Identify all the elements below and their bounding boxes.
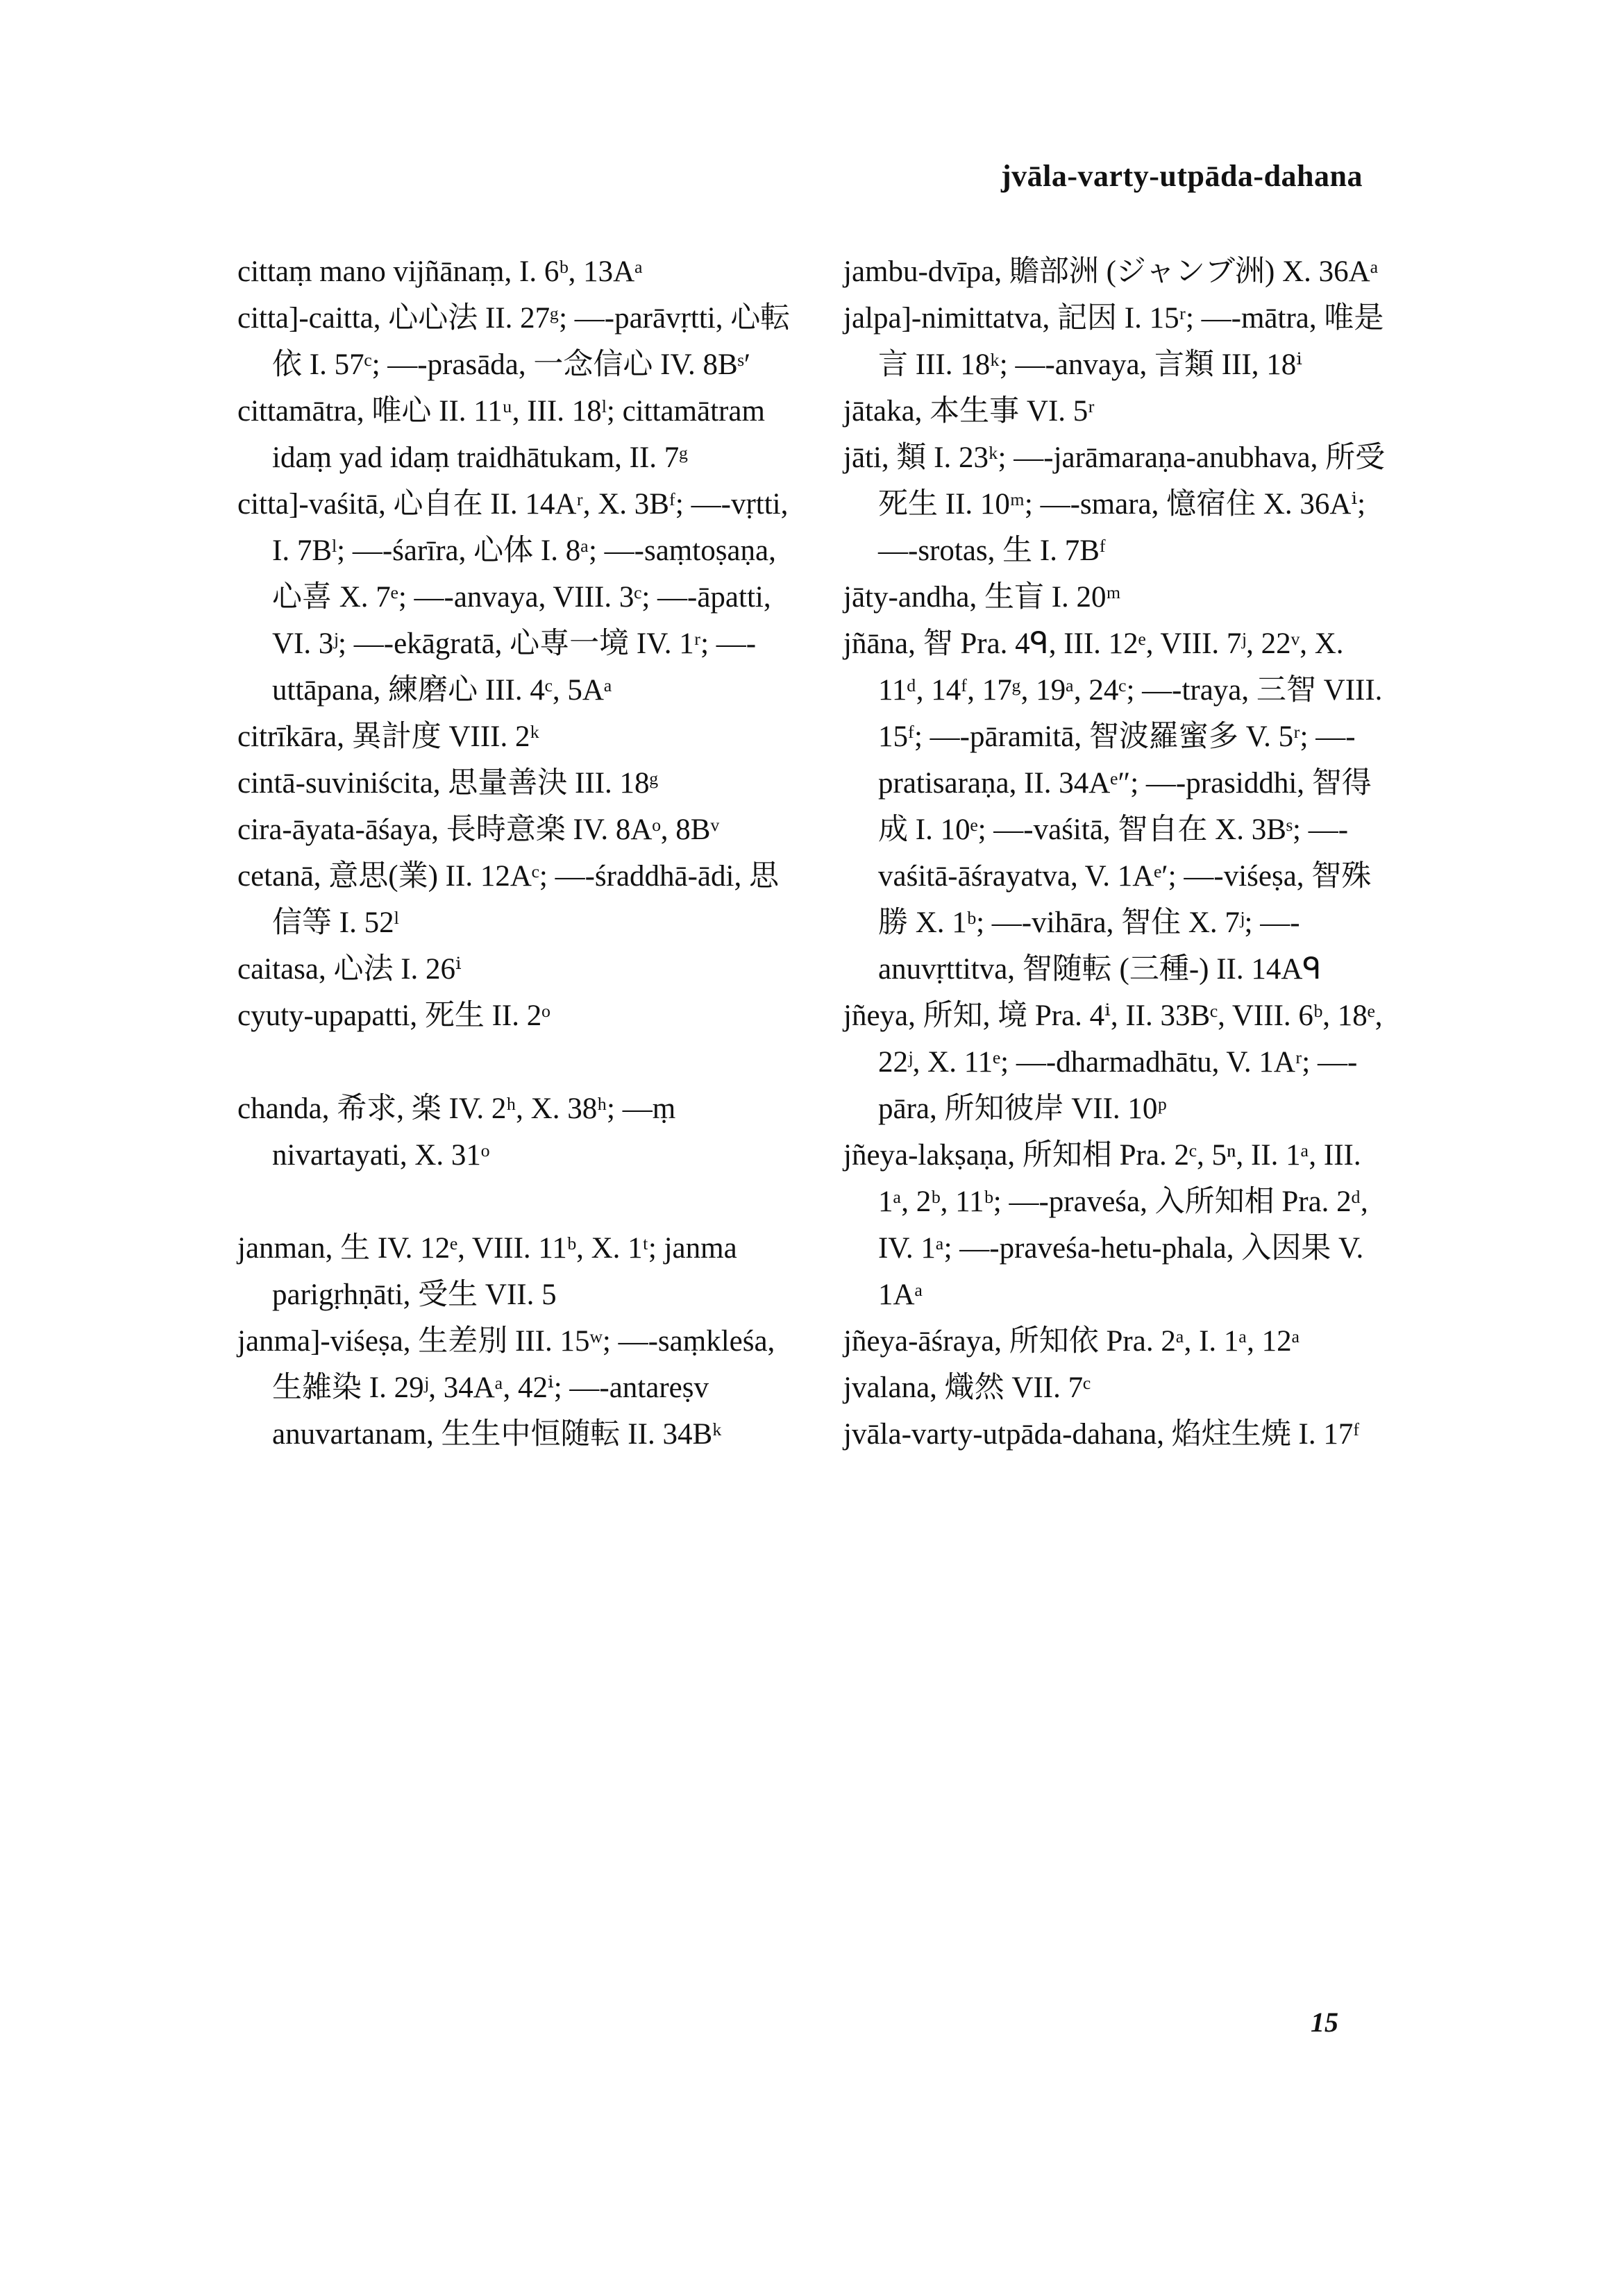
index-entry: cintā-suviniścita, 思量善決 III. 18ᵍ	[237, 767, 659, 800]
index-entry: jñeya-lakṣaṇa, 所知相 Pra. 2ᶜ, 5ⁿ, II. 1ᵃ, III. 1ᵃ, 2ᵇ, 11ᵇ; —-praveśa, 入所知相 Pra. 2ᵈ, IV. 1ᵃ; —-praveśa-hetu-phala, 入因果 V. 1Aᵃ	[843, 1139, 1368, 1311]
index-entry: jñeya, 所知, 境 Pra. 4ⁱ, II. 33Bᶜ, VIII. 6ᵇ, 18ᵉ, 22ʲ, X. 11ᵉ; —-dharmadhātu, V. 1Aʳ; —-pāra, 所知彼岸 VII. 10ᵖ	[843, 999, 1383, 1125]
index-entry: jalpa]-nimittatva, 記因 I. 15ʳ; —-mātra, 唯是言 III. 18ᵏ; —-anvaya, 言類 III, 18ⁱ	[843, 302, 1384, 381]
index-entry: janman, 生 IV. 12ᵉ, VIII. 11ᵇ, X. 1ᵗ; janma parigṛhṇāti, 受生 VII. 5	[237, 1232, 737, 1311]
index-entry: citta]-vaśitā, 心自在 II. 14Aʳ, X. 3Bᶠ; —-vṛtti, I. 7Bˡ; —-śarīra, 心体 I. 8ᵃ; —-saṃtoṣaṇa, 心喜 X. 7ᵉ; —-anvaya, VIII. 3ᶜ; —-āpatti, VI. 3ʲ; —-ekāgratā, 心専一境 IV. 1ʳ; —-uttāpana, 練磨心 III. 4ᶜ, 5Aᵃ	[237, 488, 789, 707]
index-entry: jāty-andha, 生盲 I. 20ᵐ	[843, 581, 1121, 614]
right-column	[843, 248, 1392, 1458]
index-entry: jāti, 類 I. 23ᵏ; —-jarāmaraṇa-anubhava, 所受死生 II. 10ᵐ; —-smara, 憶宿住 X. 36Aⁱ; —-srotas, 生 I. 7Bᶠ	[843, 441, 1386, 567]
running-head: jvāla-varty-utpāda-dahana	[1001, 159, 1363, 193]
index-entry: jambu-dvīpa, 贍部洲 (ジャンブ洲) X. 36Aᵃ	[843, 255, 1379, 288]
index-entry: citrīkāra, 異計度 VIII. 2ᵏ	[237, 720, 540, 753]
index-entry: citta]-caitta, 心心法 II. 27ᵍ; —-parāvṛtti, 心転依 I. 57ᶜ; —-prasāda, 一念信心 IV. 8Bˢ′	[237, 302, 791, 381]
index-entry: cittaṃ mano vijñānaṃ, I. 6ᵇ, 13Aᵃ	[237, 255, 643, 288]
page-number: 15	[1311, 2007, 1338, 2038]
index-entry: cetanā, 意思(業) II. 12Aᶜ; —-śraddhā-ādi, 思信等 I. 52ˡ	[237, 860, 779, 939]
index-entry: caitasa, 心法 I. 26ⁱ	[237, 953, 462, 986]
index-entry: cira-āyata-āśaya, 長時意楽 IV. 8Aᵒ, 8Bᵛ	[237, 813, 720, 846]
index-entry: jvāla-varty-utpāda-dahana, 焰炷生焼 I. 17ᶠ	[843, 1418, 1360, 1451]
index-entry: jvalana, 熾然 VII. 7ᶜ	[843, 1371, 1091, 1404]
section-gap	[237, 1039, 807, 1086]
index-entry: jātaka, 本生事 VI. 5ʳ	[843, 395, 1095, 428]
index-entry: cyuty-upapatti, 死生 II. 2ᵒ	[237, 999, 550, 1032]
section-gap	[237, 1179, 807, 1225]
index-entry: jñeya-āśraya, 所知依 Pra. 2ᵃ, I. 1ᵃ, 12ᵃ	[843, 1325, 1300, 1358]
index-entry: chanda, 希求, 楽 IV. 2ʰ, X. 38ʰ; —ṃ nivartayati, X. 31ᵒ	[237, 1092, 676, 1172]
left-column	[237, 248, 807, 1458]
index-entry: jñāna, 智 Pra. 4ᑫ, III. 12ᵉ, VIII. 7ʲ, 22ᵛ, X. 11ᵈ, 14ᶠ, 17ᵍ, 19ᵃ, 24ᶜ; —-traya, 三智 VIII. 15ᶠ; —-pāramitā, 智波羅蜜多 V. 5ʳ; —-pratisaraṇa, II. 34Aᵉ″; —-prasiddhi, 智得成 I. 10ᵉ; —-vaśitā, 智自在 X. 3Bˢ; —-vaśitā-āśrayatva, V. 1Aᵉ′; —-viśeṣa, 智殊勝 X. 1ᵇ; —-vihāra, 智住 X. 7ʲ; —-anuvṛttitva, 智随転 (三種-) II. 14Aᑫ	[843, 627, 1383, 986]
index-entry: janma]-viśeṣa, 生差別 III. 15ʷ; —-saṃkleśa, 生雑染 I. 29ʲ, 34Aᵃ, 42ⁱ; —-antareṣv anuvartanam, 生生中恒随転 II. 34Bᵏ	[237, 1325, 775, 1451]
index-entry: cittamātra, 唯心 II. 11ᵘ, III. 18ˡ; cittamātram idaṃ yad idaṃ traidhātukam, II. 7ᵍ	[237, 395, 765, 474]
